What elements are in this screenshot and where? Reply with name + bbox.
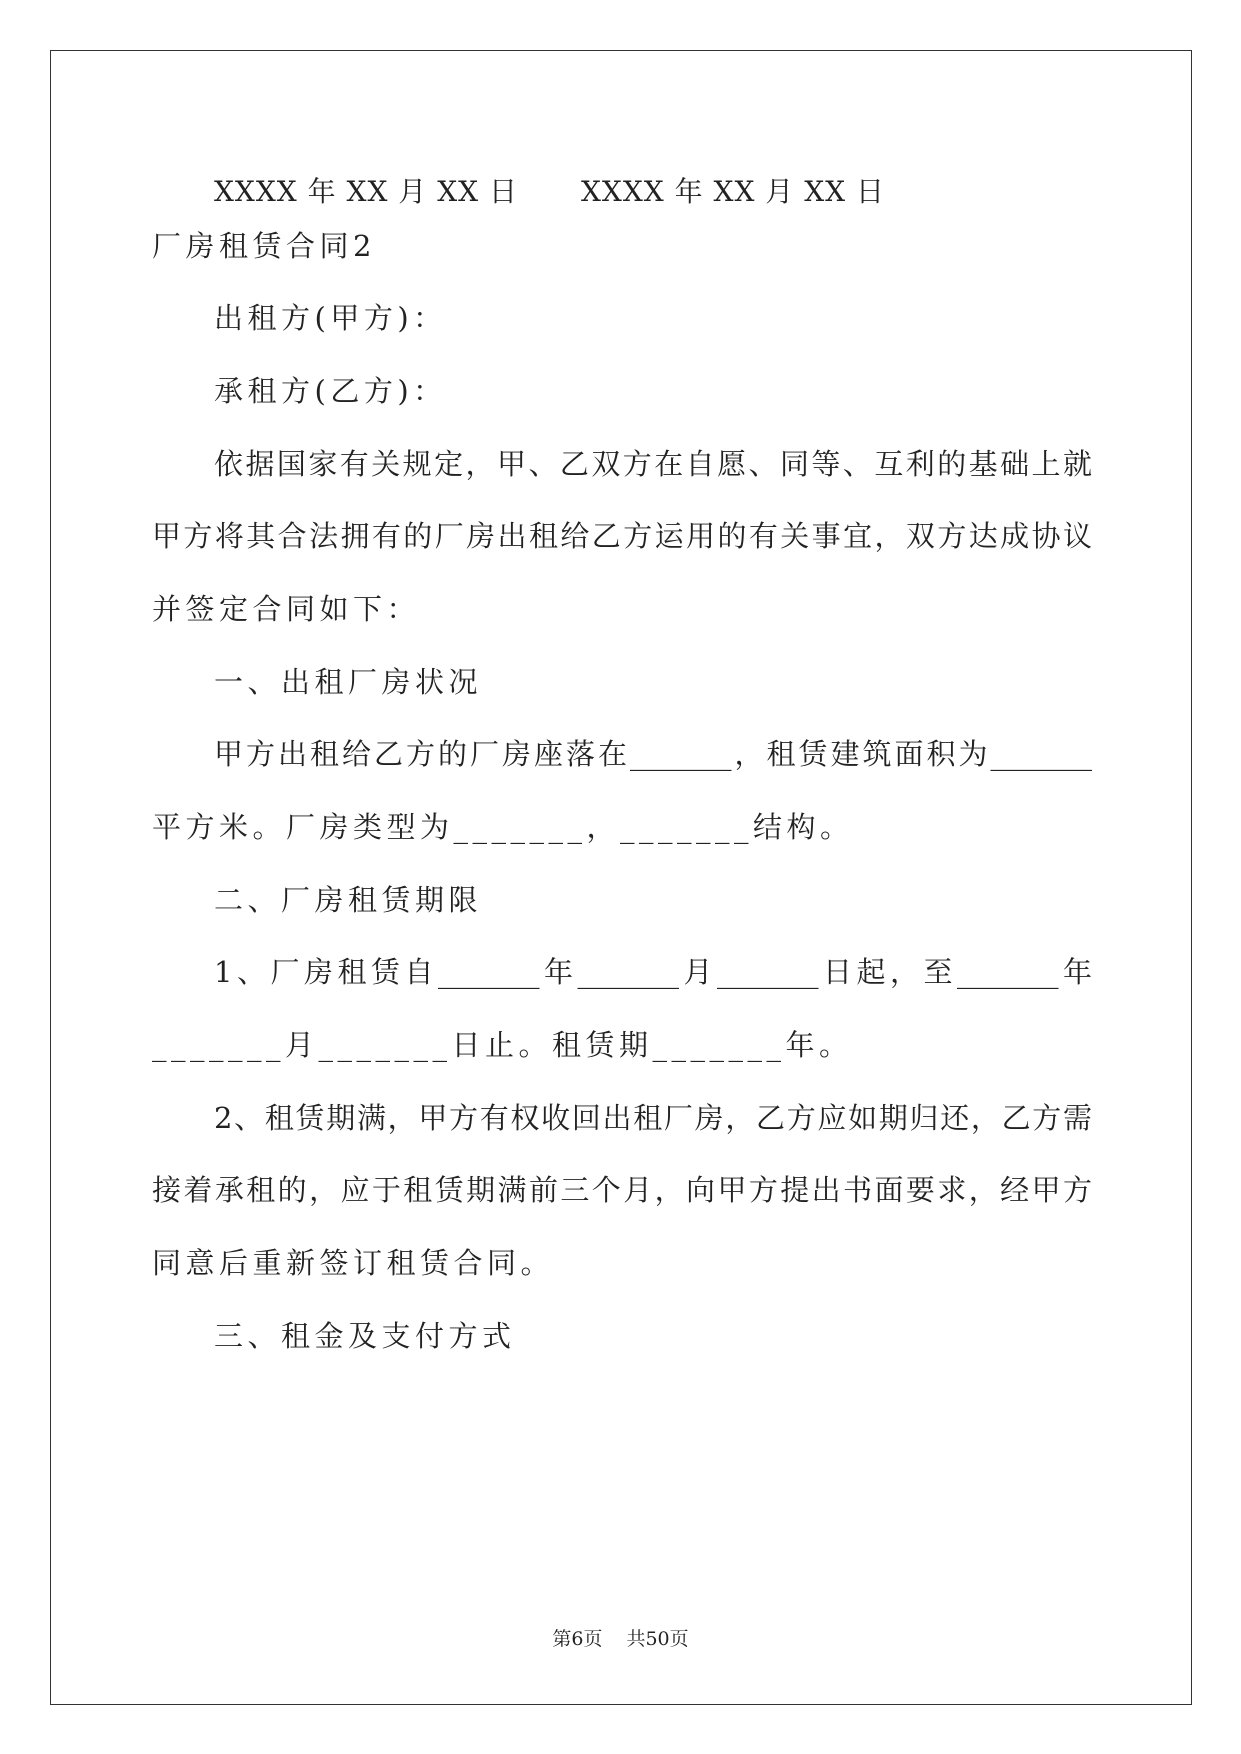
section-1-line-2: 平方米。厂房类型为_______，_______结构。 bbox=[152, 810, 854, 844]
date-left: XXXX 年 XX 月 XX 日 bbox=[214, 175, 518, 208]
section-2-heading: 二、厂房租赁期限 bbox=[214, 883, 483, 917]
section-2-item-2-line-1: 2、租赁期满，甲方有权收回出租厂房，乙方应如期归还，乙方需 bbox=[214, 1101, 1092, 1135]
section-3-heading: 三、租金及支付方式 bbox=[214, 1319, 516, 1353]
section-1-heading: 一、出租厂房状况 bbox=[214, 665, 483, 699]
intro-line-3: 并签定合同如下： bbox=[152, 592, 421, 626]
lessee-line: 承租方(乙方)： bbox=[214, 374, 447, 408]
page-footer bbox=[0, 1630, 1241, 1649]
intro-line-2: 甲方将其合法拥有的厂房出租给乙方运用的有关事宜，双方达成协议 bbox=[152, 519, 1092, 553]
section-2-item-1-line-2: _______月_______日止。租赁期_______年。 bbox=[152, 1028, 853, 1062]
total-pages: 共50页 bbox=[626, 1628, 689, 1650]
section-2-item-1-line-1: 1、厂房租赁自_______年_______月_______日起，至_______年 bbox=[214, 955, 1092, 989]
section-2-item-2-line-2: 接着承租的，应于租赁期满前三个月，向甲方提出书面要求，经甲方 bbox=[152, 1173, 1092, 1207]
section-2-item-2-line-3: 同意后重新签订租赁合同。 bbox=[152, 1246, 555, 1280]
date-right: XXXX 年 XX 月 XX 日 bbox=[581, 175, 885, 208]
signature-dates bbox=[214, 175, 885, 208]
section-1-line-1: 甲方出租给乙方的厂房座落在_______，租赁建筑面积为_______ bbox=[214, 737, 1092, 771]
contract-title: 厂房租赁合同2 bbox=[152, 229, 376, 263]
page-border bbox=[50, 50, 1192, 1705]
intro-line-1: 依据国家有关规定，甲、乙双方在自愿、同等、互利的基础上就 bbox=[214, 447, 1092, 481]
lessor-line: 出租方(甲方)： bbox=[214, 301, 447, 335]
page-number: 第6页 bbox=[552, 1628, 603, 1650]
